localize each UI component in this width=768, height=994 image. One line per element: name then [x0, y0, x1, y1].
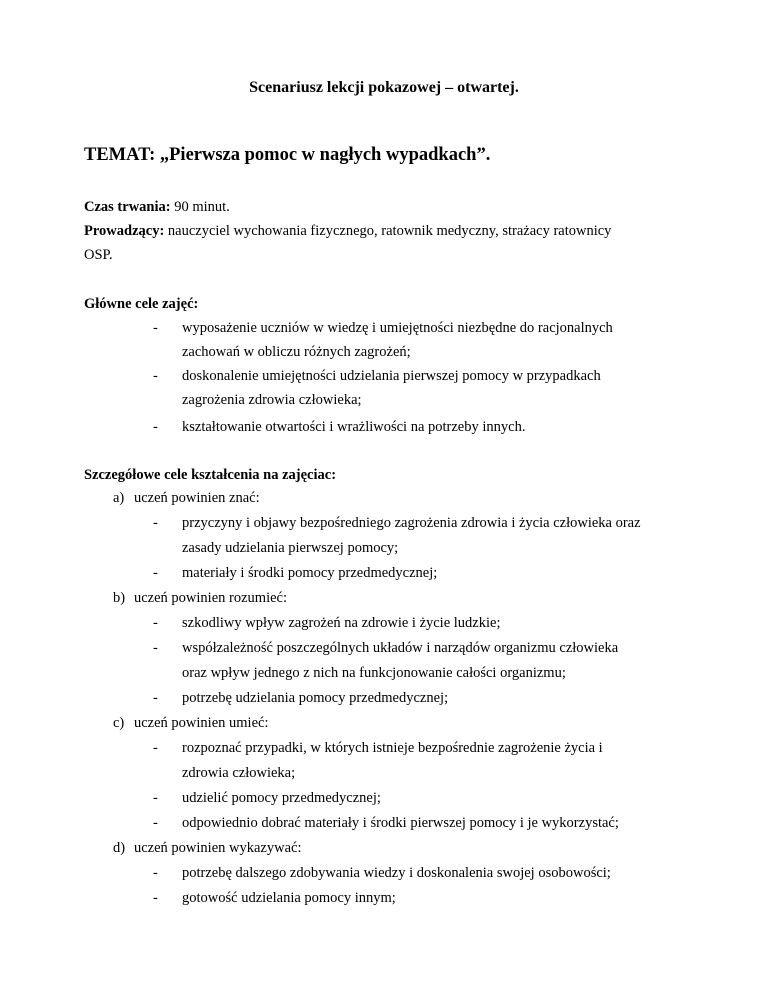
main-goal-item: kształtowanie otwartości i wrażliwości na potrzeby innych. — [182, 419, 526, 435]
list-item-continued: zasady udzielania pierwszej pomocy; — [182, 540, 399, 556]
leaders-value: nauczyciel wychowania fizycznego, ratownik medyczny, strażacy ratownicy — [164, 223, 612, 239]
main-goal-item: doskonalenie umiejętności udzielania pierwszej pomocy w przypadkach — [182, 368, 601, 384]
leaders-line — [84, 222, 611, 240]
list-item-continued: oraz wpływ jednego z nich na funkcjonowanie całości organizmu; — [182, 665, 566, 681]
main-goal-item-continued: zachowań w obliczu różnych zagrożeń; — [182, 344, 411, 360]
list-item: przyczyny i objawy bezpośredniego zagrożenia zdrowia i życia człowieka oraz — [182, 515, 641, 531]
duration-label: Czas trwania: — [84, 199, 171, 215]
main-goals-heading: Główne cele zajęć: — [84, 296, 199, 312]
section-letter: a) — [113, 490, 125, 506]
main-goal-dash: - — [153, 320, 158, 336]
detailed-goals-heading: Szczegółowe cele kształcenia na zajęciac: — [84, 467, 337, 483]
item-dash: - — [153, 565, 158, 581]
list-item: współzależność poszczególnych układów i narządów organizmu człowieka — [182, 640, 619, 656]
list-item: szkodliwy wpływ zagrożeń na zdrowie i życie ludzkie; — [182, 615, 501, 631]
document-title: Scenariusz lekcji pokazowej – otwartej. — [249, 79, 519, 96]
section-label: uczeń powinien rozumieć: — [134, 590, 287, 606]
item-dash: - — [153, 615, 158, 631]
list-item: udzielić pomocy przedmedycznej; — [182, 790, 381, 806]
section-label: uczeń powinien wykazywać: — [134, 840, 302, 856]
lesson-topic: TEMAT: „Pierwsza pomoc w nagłych wypadkach”. — [84, 145, 491, 165]
list-item-continued: zdrowia człowieka; — [182, 765, 296, 781]
list-item: gotowość udzielania pomocy innym; — [182, 890, 396, 906]
leaders-value-continued: OSP. — [84, 247, 113, 263]
main-goal-item: wyposażenie uczniów w wiedzę i umiejętności niezbędne do racjonalnych — [182, 320, 613, 336]
list-item: materiały i środki pomocy przedmedycznej; — [182, 565, 438, 581]
main-goal-dash: - — [153, 368, 158, 384]
leaders-label: Prowadzący: — [84, 223, 165, 239]
section-label: uczeń powinien znać: — [134, 490, 260, 506]
section-letter: d) — [113, 840, 126, 856]
section-letter: b) — [113, 590, 126, 606]
duration-line — [84, 198, 230, 216]
list-item: rozpoznać przypadki, w których istnieje bezpośrednie zagrożenie życia i — [182, 740, 603, 756]
item-dash: - — [153, 790, 158, 806]
item-dash: - — [153, 515, 158, 531]
main-goal-item-continued: zagrożenia zdrowia człowieka; — [182, 392, 362, 408]
item-dash: - — [153, 640, 158, 656]
main-goal-dash: - — [153, 419, 158, 435]
item-dash: - — [153, 865, 158, 881]
section-letter: c) — [113, 715, 125, 731]
section-label: uczeń powinien umieć: — [134, 715, 269, 731]
item-dash: - — [153, 815, 158, 831]
item-dash: - — [153, 740, 158, 756]
list-item: potrzebę udzielania pomocy przedmedycznej; — [182, 690, 449, 706]
list-item: odpowiednio dobrać materiały i środki pierwszej pomocy i je wykorzystać; — [182, 815, 619, 831]
duration-value: 90 minut. — [170, 199, 230, 215]
list-item: potrzebę dalszego zdobywania wiedzy i doskonalenia swojej osobowości; — [182, 865, 611, 881]
item-dash: - — [153, 690, 158, 706]
item-dash: - — [153, 890, 158, 906]
